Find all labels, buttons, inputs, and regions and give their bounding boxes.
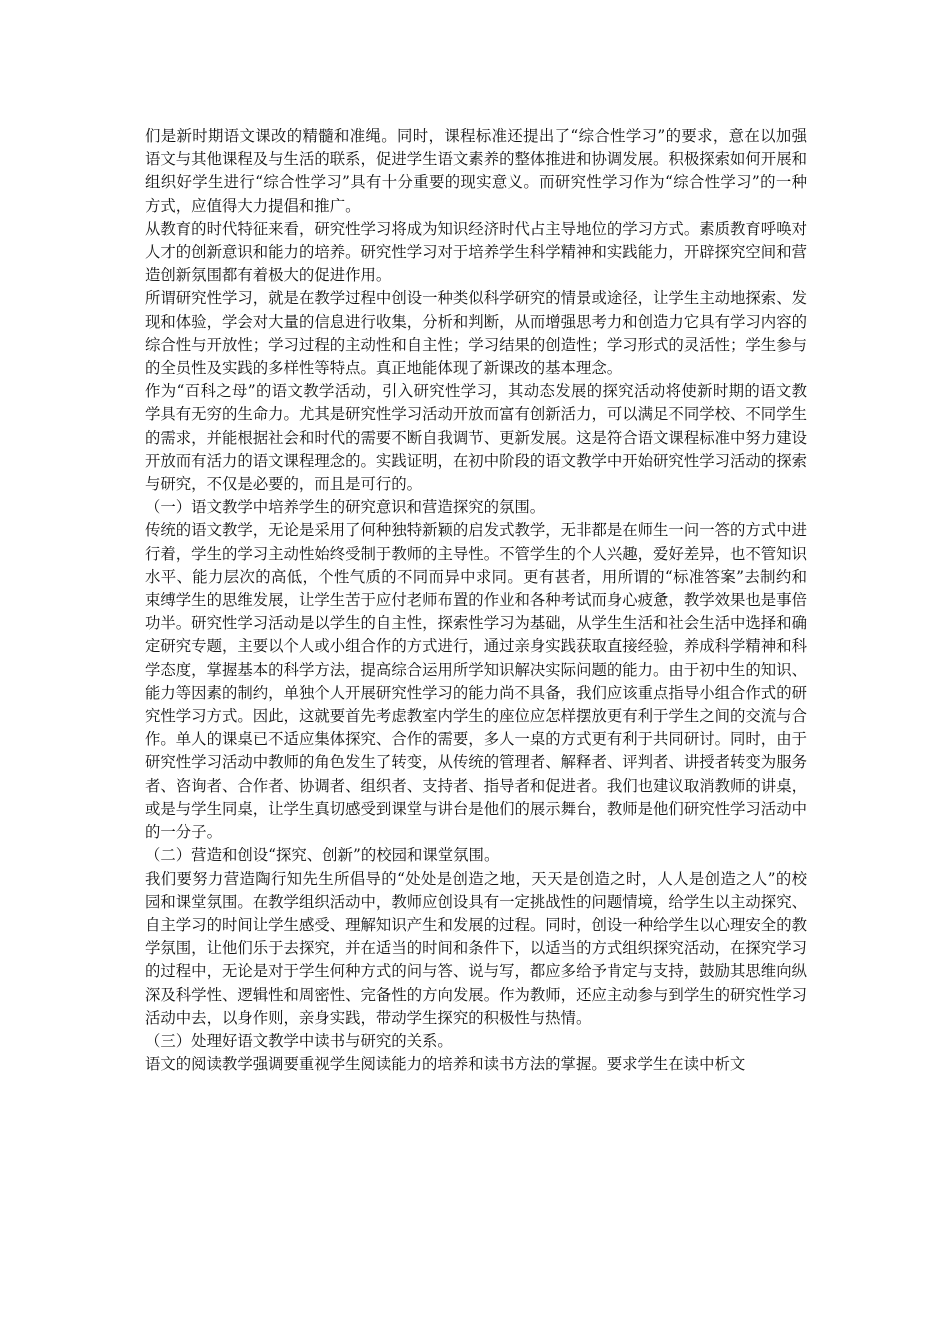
paragraph-traditional-teaching: 传统的语文教学，无论是采用了何种独特新颖的启发式教学，无非都是在师生一问一答的方式中进行着，学生的学习主动性始终受制于教师的主导性。不管学生的个人兴趣，爱好差异，也不管知识水平、能力层次的高低，个性气质的不同而异中求同。更有甚者，用所谓的“标准答案”去制约和束缚学生的思维发展，让学生苦于应付老师布置的作业和各种考试而身心疲惫，教学效果也是事倍功半。研究性学习活动是以学生的自主性，探索性学习为基础，从学生生活和社会生活中选择和确定研究专题，主要以个人或小组合作的方式进行，通过亲身实践获取直接经验，养成科学精神和科学态度，掌握基本的科学方法，提高综合运用所学知识解决实际问题的能力。由于初中生的知识、能力等因素的制约，单独个人开展研究性学习的能力尚不具备，我们应该重点指导小组合作式的研究性学习方式。因此，这就要首先考虑教室内学生的座位应怎样摆放更有利于学生之间的交流与合作。单人的课桌已不适应集体探究、合作的需要，多人一桌的方式更有利于共同研讨。同时，由于研究性学习活动中教师的角色发生了转变，从传统的管理者、解释者、评判者、讲授者转变为服务者、咨询者、合作者、协调者、组织者、支持者、指导者和促进者。我们也建议取消教师的讲桌，或是与学生同桌，让学生真切感受到课堂与讲台是他们的展示舞台，教师是他们研究性学习活动中的一分子。: [145, 521, 807, 842]
section-heading-1: （一）语文教学中培养学生的研究意识和营造探究的氛围。: [145, 498, 546, 517]
paragraph-era-features: 从教育的时代特征来看，研究性学习将成为知识经济时代占主导地位的学习方式。素质教育呼唤对人才的创新意识和能力的培养。研究性学习对于培养学生科学精神和实践能力，开辟探究空间和营造创新氛围都有着极大的促进作用。: [145, 219, 807, 285]
section-heading-2: （二）营造和创设“探究、创新”的校园和课堂氛围。: [145, 846, 500, 865]
paragraph-reading: 语文的阅读教学强调要重视学生阅读能力的培养和读书方法的掌握。要求学生在读中析文: [145, 1055, 746, 1074]
paragraph-intro-continued: 们是新时期语文课改的精髓和准绳。同时，课程标准还提出了“综合性学习”的要求，意在以加强语文与其他课程及与生活的联系，促进学生语文素养的整体推进和协调发展。积极探索如何开展和组织好学生进行“综合性学习”具有十分重要的现实意义。而研究性学习作为“综合性学习”的一种方式，应值得大力提倡和推广。: [145, 127, 807, 215]
section-heading-3: （三）处理好语文教学中读书与研究的关系。: [145, 1031, 453, 1050]
document-body: [145, 125, 807, 1076]
paragraph-atmosphere: 我们要努力营造陶行知先生所倡导的“处处是创造之地，天天是创造之时，人人是创造之人”的校园和课堂氛围。在教学组织活动中，教师应创设具有一定挑战性的问题情境，给学生以主动探究、自主学习的时间让学生感受、理解知识产生和发展的过程。同时，创设一种给学生以心理安全的教学氛围，让他们乐于去探究，并在适当的时间和条件下，以适当的方式组织探究活动，在探究学习的过程中，无论是对于学生何种方式的问与答、说与写，都应多给予肯定与支持，鼓励其思维向纵深及科学性、逻辑性和周密性、完备性的方向发展。作为教师，还应主动参与到学生的研究性学习活动中去，以身作则，亲身实践，带动学生探究的积极性与热情。: [145, 869, 807, 1027]
paragraph-chinese-teaching: 作为“百科之母”的语文教学活动，引入研究性学习，其动态发展的探究活动将使新时期的语文教学具有无穷的生命力。尤其是研究性学习活动开放而富有创新活力，可以满足不同学校、不同学生的需求，并能根据社会和时代的需要不断自我调节、更新发展。这是符合语文课程标准中努力建设开放而有活力的语文课程理念的。实践证明，在初中阶段的语文教学中开始研究性学习活动的探索与研究，不仅是必要的，而且是可行的。: [145, 382, 807, 494]
paragraph-definition: 所谓研究性学习，就是在教学过程中创设一种类似科学研究的情景或途径，让学生主动地探索、发现和体验，学会对大量的信息进行收集，分析和判断，从而增强思考力和创造力它具有学习内容的综合性与开放性；学习过程的主动性和自主性；学习结果的创造性；学习形式的灵活性；学生参与的全员性及实践的多样性等特点。真正地能体现了新课改的基本理念。: [145, 289, 807, 378]
